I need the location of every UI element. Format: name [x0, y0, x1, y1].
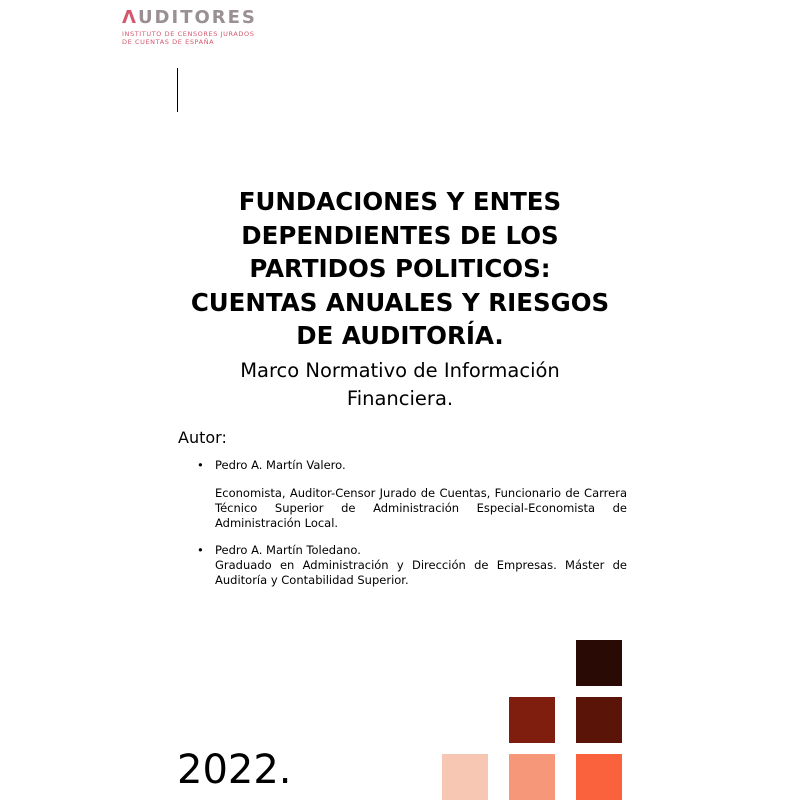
text-cursor [177, 68, 178, 112]
logo-word: UDITORES [137, 7, 257, 28]
document-title [150, 185, 650, 353]
logo-wordmark [122, 8, 257, 28]
logo-subtitle-line-1: INSTITUTO DE CENSORES JURADOS [122, 30, 255, 38]
author-description: Graduado en Administración y Dirección de Empresas. Máster de Auditoría y Contabilidad Superior. [215, 558, 627, 587]
decorative-square [509, 697, 555, 743]
logo-lead-letter: Λ [122, 7, 138, 28]
decorative-square [442, 754, 488, 800]
author-item [180, 458, 627, 531]
subtitle-line: Marco Normativo de Información [240, 359, 560, 382]
title-line: FUNDACIONES Y ENTES [238, 187, 562, 216]
title-line: DEPENDIENTES DE LOS [241, 220, 559, 250]
auditores-logo [122, 8, 257, 46]
document-year: 2022. [177, 747, 292, 793]
decorative-square [576, 697, 622, 743]
bullet: • [197, 543, 204, 557]
author-description: Economista, Auditor-Censor Jurado de Cuentas, Funcionario de Carrera Técnico Superior de Administración Especial-Economista de Administración Local. [215, 486, 627, 530]
decorative-square [509, 754, 555, 800]
decorative-square [576, 754, 622, 800]
title-line: CUENTAS ANUALES Y RIESGOS [190, 287, 610, 317]
title-line: DE AUDITORÍA. [296, 321, 504, 350]
author-name: Pedro A. Martín Toledano. [215, 543, 361, 557]
decorative-square [576, 640, 622, 686]
author-item [180, 543, 627, 588]
author-list [180, 458, 627, 588]
subtitle-line: Financiera. [346, 387, 454, 410]
author-label: Autor: [178, 428, 227, 447]
author-name: Pedro A. Martín Valero. [215, 458, 346, 472]
document-subtitle [150, 357, 650, 413]
title-line: PARTIDOS POLITICOS: [249, 254, 551, 283]
bullet: • [197, 458, 204, 472]
logo-subtitle-line-2: DE CUENTAS DE ESPAÑA [122, 38, 215, 46]
